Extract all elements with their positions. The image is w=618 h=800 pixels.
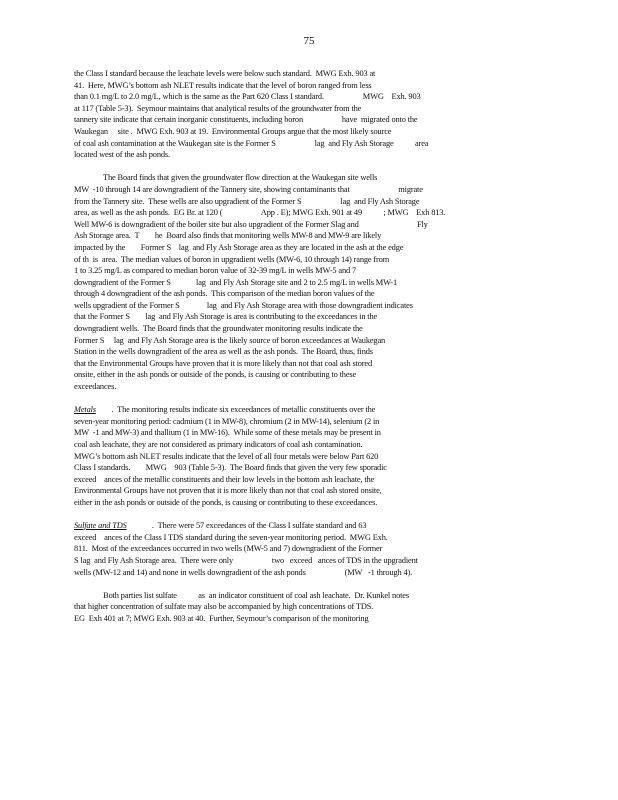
text-line: that the Environmental Groups have proven that it is more likely than not that coal ash stored — [74, 358, 373, 368]
text-line: impacted by the Former S lag and Fly Ash Storage area as they are located in the ash at the edge — [74, 242, 404, 252]
text-line: Environmental Groups have not proven that it is more likely than not that coal ash stored onsite, — [74, 486, 382, 496]
text-line: onsite, either in the ash ponds or outside of the ponds, is causing or contributing to these — [74, 370, 357, 380]
text-line — [74, 520, 534, 532]
text-line: tannery site indicate that certain inorganic constituents, including boron have migrated onto the — [74, 115, 418, 125]
text-line: EG Exh 401 at 7; MWG Exh. 903 at 40. Further, Seymour’s comparison of the monitoring — [74, 613, 369, 623]
text-line: through 4 downgradient of the ash ponds. This comparison of the median boron values of the — [74, 289, 375, 299]
paragraph-board-findings — [74, 172, 534, 392]
text-line: The Board finds that given the groundwater flow direction at the Waukegan site wells — [74, 173, 378, 183]
text-line: that higher concentration of sulfate may also be accompanied by high concentrations of TDS. — [74, 602, 374, 612]
text-line: that the Former S lag and Fly Ash Storage is area is contributing to the exceedances in the — [74, 312, 378, 322]
text-line: coal ash leachate, they are not considered as primary indicators of coal ash contamination. — [74, 440, 363, 449]
text-line: 811. Most of the exceedances occurred in two wells (MW-5 and 7) downgradient of the Former — [74, 544, 383, 554]
text-line: MW -10 through 14 are downgradient of the Tannery site, showing contaminants that migrate — [74, 184, 423, 194]
section-heading-metals: Metals — [74, 405, 96, 415]
paragraph-metals — [74, 404, 534, 508]
text-line: than 0.1 mg/L to 2.0 mg/L, which is the same as the Part 620 Class I standard. MWG Exh. 903 — [74, 92, 421, 102]
text-line: from the Tannery site. These wells are also upgradient of the Former S lag and Fly Ash Storage — [74, 196, 420, 206]
text-line: Station in the wells downgradient of the area as well as the ash ponds. The Board, thus, finds — [74, 347, 373, 357]
document-body — [74, 68, 534, 625]
paragraph-sulfate-indicator — [74, 590, 534, 625]
text-line: located west of the ash ponds. — [74, 150, 170, 160]
text-line: Class I standards. MWG 903 (Table 5-3). The Board finds that given the very few sporadic — [74, 463, 387, 473]
text-line: downgradient of the Former S lag and Fly Ash Storage site and 2 to 2.5 mg/L in wells MW-1 — [74, 277, 398, 287]
text-line: of coal ash contamination at the Waukegan site is the Former S lag and Fly Ash Storage area — [74, 138, 429, 148]
text-line: either in the ash ponds or outside of the ponds, is causing or contributing to these exceedances. — [74, 497, 378, 507]
text-line: the Class I standard because the leachate levels were below such standard. MWG Exh. 903 at — [74, 69, 376, 78]
text-line: Both parties list sulfate as an indicator constituent of coal ash leachate. Dr. Kunkel notes — [74, 590, 409, 600]
text-line-rest: . The monitoring results indicate six exceedances of metallic constituents over the — [95, 405, 376, 415]
text-line: Ash Storage area. T he Board also finds that monitoring wells MW-8 and MW-9 are likely — [74, 231, 382, 241]
text-line: seven-year monitoring period: cadmium (1 in MW-8), chromium (2 in MW-14), selenium (2 in — [74, 416, 380, 426]
text-line: S lag and Fly Ash Storage area. There were only two exceed ances of TDS in the upgradient — [74, 555, 418, 565]
text-line: Well MW-6 is downgradient of the boiler site but also upgradient of the Former Slag and Fly — [74, 219, 428, 229]
section-heading-sulfate-tds: Sulfate and TDS — [74, 521, 127, 531]
page-number: 75 — [303, 35, 315, 47]
text-line — [74, 404, 534, 416]
text-line: at 117 (Table 5-3). Seymour maintains that analytical results of the groundwater from the — [74, 103, 362, 113]
text-line: wells upgradient of the Former S lag and Fly Ash Storage area with those downgradient indicates — [74, 300, 413, 310]
paragraph-boron-source — [74, 68, 534, 161]
text-line: Former S lag and Fly Ash Storage area is the likely source of boron exceedances at Waukegan — [74, 335, 386, 345]
text-line: area, as well as the ash ponds. EG Br. at 120 ( App . E); MWG Exh. 901 at 49 ; MWG Exh 813. — [74, 208, 446, 218]
text-line: exceed ances of the Class I TDS standard during the seven-year monitoring period. MWG Exh. — [74, 532, 388, 542]
text-line: 1 to 3.25 mg/L as compared to median boron value of 32-39 mg/L in wells MW-5 and 7 — [74, 266, 357, 276]
text-line: of th is area. The median values of boron in upgradient wells (MW-6, 10 through 14) range from — [74, 254, 390, 264]
text-line-rest: . There were 57 exceedances of the Class I sulfate standard and 63 — [126, 521, 367, 531]
text-line: MW -1 and MW-3) and thallium (1 in MW-16). While some of these metals may be present in — [74, 428, 381, 438]
text-line: exceedances. — [74, 382, 117, 392]
text-line: exceed ances of the metallic constituents and their low levels in the bottom ash leachate, the — [74, 474, 375, 484]
text-line: MWG’s bottom ash NLET results indicate that the level of all four metals were below Part 620 — [74, 451, 379, 461]
text-line: downgradient wells. The Board finds that the groundwater monitoring results indicate the — [74, 324, 363, 334]
text-line: wells (MW-12 and 14) and none in wells downgradient of the ash ponds (MW -1 through 4). — [74, 567, 413, 577]
text-line: Waukegan site . MWG Exh. 903 at 19. Environmental Groups argue that the most likely source — [74, 126, 392, 136]
paragraph-sulfate-tds — [74, 520, 534, 578]
text-line: 41. Here, MWG’s bottom ash NLET results indicate that the level of boron ranged from less — [74, 80, 372, 90]
